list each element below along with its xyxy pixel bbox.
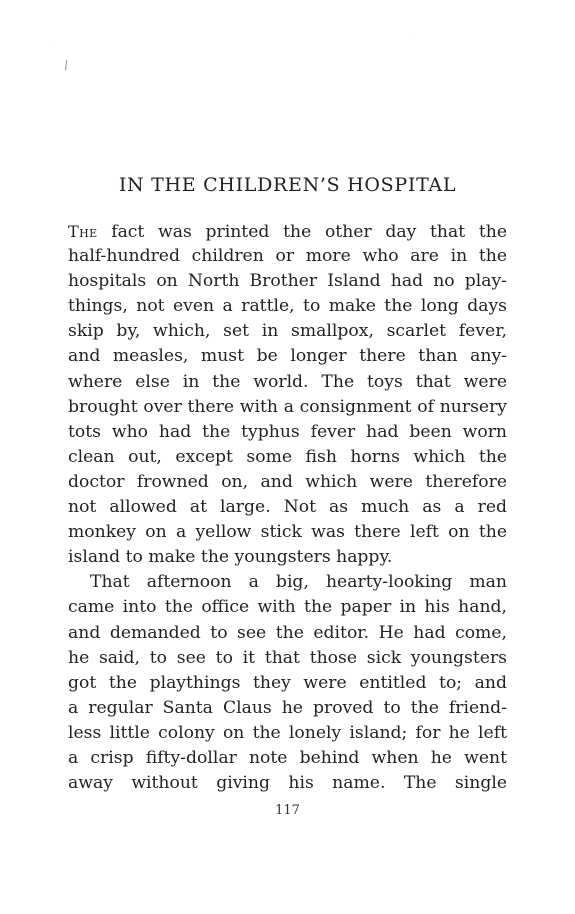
stray-pencil-mark: / [62,57,70,73]
text-line: and measles, must be longer there than any- [68,346,507,367]
text-line: half-hundred children or more who are in the [68,246,507,267]
speck-right: · [410,30,412,35]
text-line: clean out, except some fish horns which the [68,446,507,467]
text-line: skip by, which, set in smallpox, scarlet fever, [68,321,507,342]
text-line: a regular Santa Claus he proved to the friend- [68,697,507,718]
paragraph-2 [68,570,507,796]
text-line: away without giving his name. The single [68,773,507,794]
text-line: he said, to see to it that those sick youngsters [68,647,507,668]
page-number: 117 [275,803,300,818]
body-text [68,219,507,796]
paragraph-1 [68,219,507,570]
text-line: where else in the world. The toys that were [68,371,507,392]
text-line: less little colony on the lonely island; for he left [68,722,507,743]
speck-left: · [52,41,54,46]
chapter-title: IN THE CHILDREN’S HOSPITAL [118,174,457,196]
text-line: got the playthings they were entitled to; and [68,672,507,693]
text-line: monkey on a yellow stick was there left on the [68,522,507,543]
text-line: a crisp fifty-dollar note behind when he went [68,747,507,768]
text-line: tots who had the typhus fever had been worn [68,421,507,442]
text-line: came into the office with the paper in his hand, [68,597,507,618]
text-line: brought over there with a consignment of nursery [68,396,507,417]
text-line: The fact was printed the other day that the [68,222,507,242]
text-line: not allowed at large. Not as much as a red [68,497,507,518]
text-line: hospitals on North Brother Island had no play- [68,271,507,292]
drop-word: The [68,222,98,241]
text-line: island to make the youngsters happy. [68,547,393,568]
text-line: and demanded to see the editor. He had come, [68,622,507,643]
text-line: That afternoon a big, hearty-looking man [90,572,507,593]
text-line: things, not even a rattle, to make the long days [68,296,507,317]
text-line: doctor frowned on, and which were therefore [68,471,507,492]
